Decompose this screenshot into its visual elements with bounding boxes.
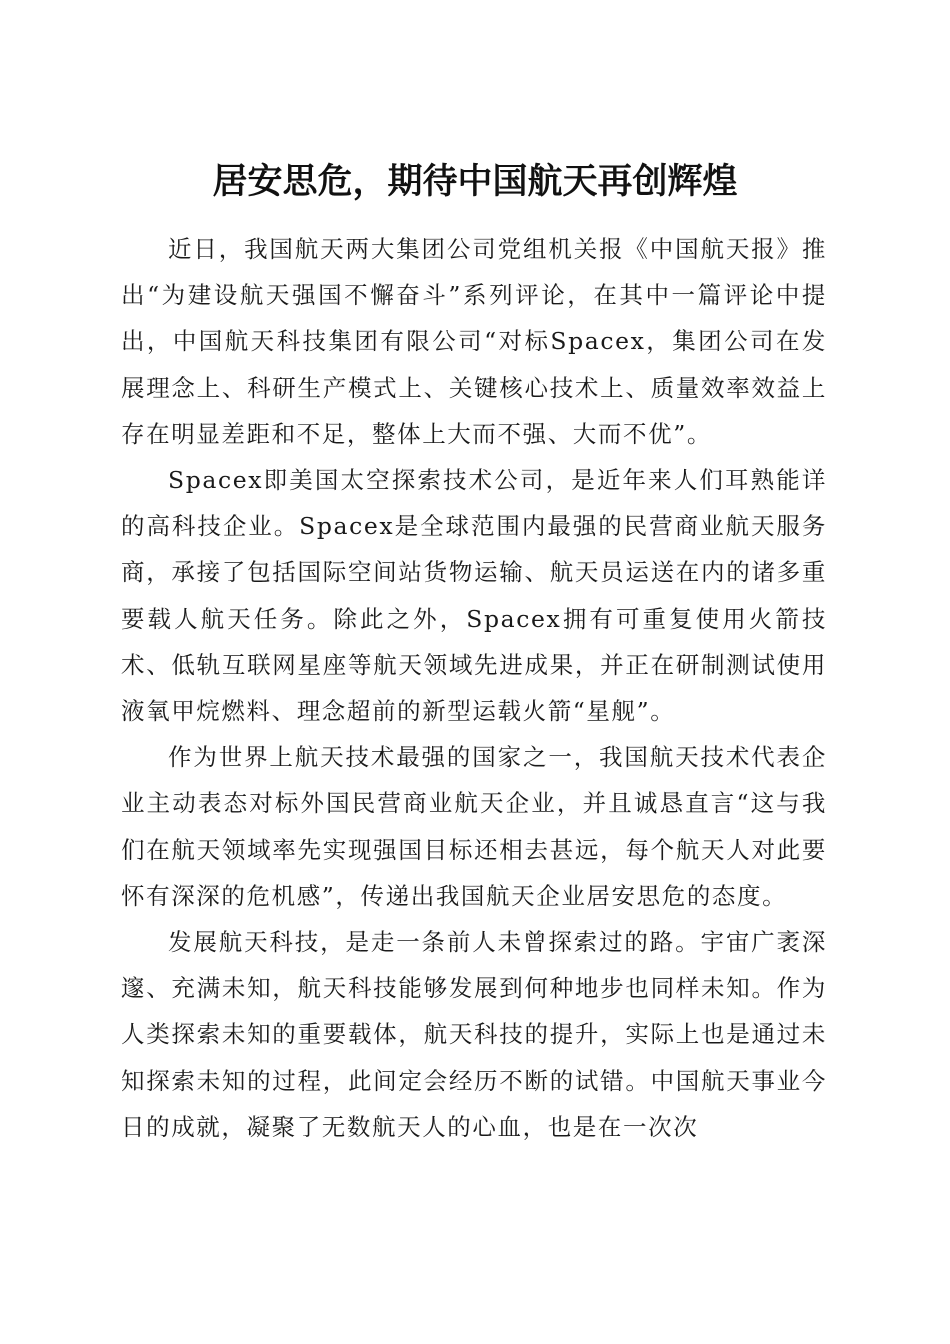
paragraph-3: 作为世界上航天技术最强的国家之一，我国航天技术代表企业主动表态对标外国民营商业航天企业，并且诚恳直言“这与我们在航天领域率先实现强国目标还相去甚远，每个航天人对此要怀有深深的危机感”，传递出我国航天企业居安思危的态度。 [121,743,827,910]
paragraph-2: Spacex即美国太空探索技术公司，是近年来人们耳熟能详的高科技企业。Spacex是全球范围内最强的民营商业航天服务商，承接了包括国际空间站货物运输、航天员运送在内的诸多重要载人航天任务。除此之外，Spacex拥有可重复使用火箭技术、低轨互联网星座等航天领域先进成果，并正在研制测试使用液氧甲烷燃料、理念超前的新型运载火箭“星舰”。 [121,466,827,726]
document-title: 居安思危，期待中国航天再创辉煌 [212,161,738,203]
paragraph-4: 发展航天科技，是走一条前人未曾探索过的路。宇宙广袤深邃、充满未知，航天科技能够发展到何种地步也同样未知。作为人类探索未知的重要载体，航天科技的提升，实际上也是通过未知探索未知的过程，此间定会经历不断的试错。中国航天事业今日的成就，凝聚了无数航天人的心血，也是在一次次 [121,928,827,1141]
document-body [121,226,827,1150]
paragraph-1: 近日，我国航天两大集团公司党组机关报《中国航天报》推出“为建设航天强国不懈奋斗”系列评论，在其中一篇评论中提出，中国航天科技集团有限公司“对标Spacex，集团公司在发展理念上、科研生产模式上、关键核心技术上、质量效率效益上存在明显差距和不足，整体上大而不强、大而不优”。 [121,235,827,448]
